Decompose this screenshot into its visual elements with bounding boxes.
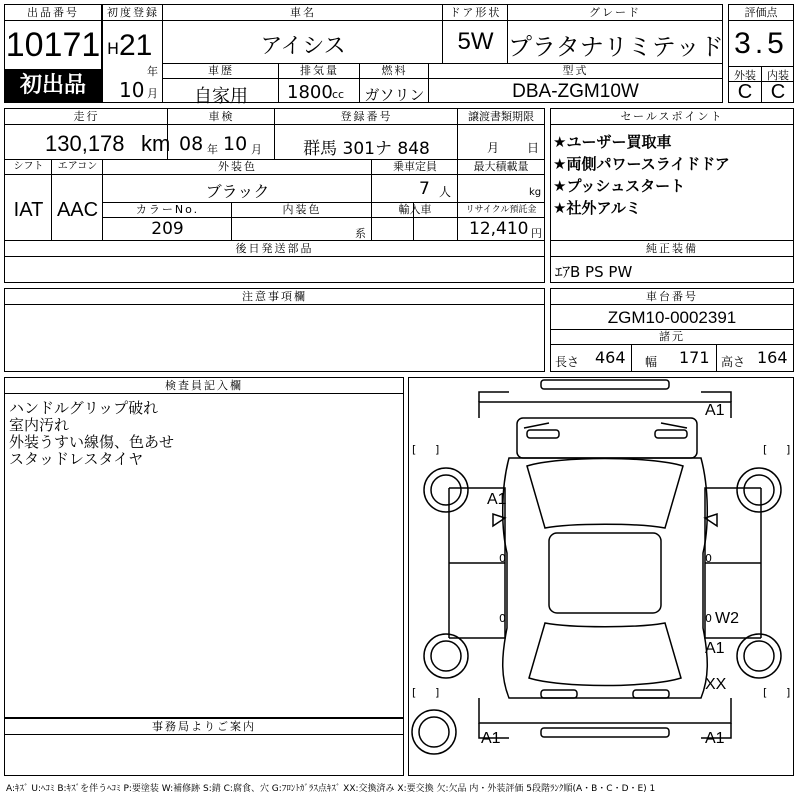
shift: IAT <box>13 199 44 221</box>
lot-number: 10171 <box>5 26 101 64</box>
chassis-label: 車台番号 <box>551 289 793 305</box>
svg-text:]: ] <box>786 686 791 699</box>
aircon: AAC <box>56 199 99 221</box>
inspection-label: 車検 <box>168 109 275 125</box>
car-name-label: 車名 <box>163 5 443 21</box>
color-no: 209 <box>151 219 184 239</box>
capacity-label: 乗車定員 <box>372 159 458 175</box>
transfer-month-unit: 月 <box>487 141 500 155</box>
recycle-label: リサイクル預託金 <box>458 202 544 218</box>
inspector-label: 検査員記入欄 <box>5 378 403 394</box>
ext-color-label: 外装色 <box>103 159 372 175</box>
max-load-label: 最大積載量 <box>458 159 544 175</box>
sales-points-label: セールスポイント <box>551 109 793 125</box>
office-section <box>4 718 404 776</box>
import-label: 輸入車 <box>372 202 458 218</box>
chassis-number: ZGM10-0002391 <box>607 308 737 327</box>
fuel-label: 燃料 <box>360 63 429 79</box>
int-color-label: 内装色 <box>232 202 372 218</box>
door-type: 5W <box>457 28 494 55</box>
lot-number-label: 出品番号 <box>5 5 101 21</box>
model: DBA-ZGM10W <box>512 81 639 102</box>
inspection-year: 08 <box>179 133 204 155</box>
svg-text:[: [ <box>763 686 768 699</box>
damage-mark: W2 <box>715 610 739 627</box>
svg-text:0: 0 <box>705 552 712 565</box>
history-label: 車歴 <box>163 63 279 79</box>
first-reg-month: 10 <box>119 78 145 102</box>
damage-diagram <box>408 377 794 776</box>
grade: プラタナリミテッド <box>508 33 724 61</box>
notes-section <box>4 288 545 372</box>
lot-number-section <box>4 4 102 103</box>
office-label: 事務局よりご案内 <box>5 719 403 735</box>
svg-text:0: 0 <box>499 612 506 625</box>
vehicle-header <box>102 4 724 107</box>
inspection-month-unit: 月 <box>251 143 262 156</box>
shift-label: シフト <box>5 159 52 175</box>
legend: A:ｷｽﾞ U:ﾍｺﾐ B:ｷｽﾞを伴うﾍｺﾐ P:要塗装 W:補修跡 S:錆 C:腐食、穴 G:ﾌﾛﾝﾄｶﾞﾗｽ点ｷｽﾞ XX:交換済み X:要交換 欠:欠品 内・外装評価 5段階ﾗﾝｸ順(A・B・C・D・E) 1 <box>6 784 656 794</box>
svg-text:]: ] <box>435 686 440 699</box>
capacity: 7 <box>419 179 430 199</box>
inspection-month: 10 <box>223 133 248 155</box>
height: 164 <box>757 348 788 367</box>
damage-mark: XX <box>705 676 727 693</box>
later-parts-section <box>4 240 545 283</box>
recycle-unit: 円 <box>531 227 542 240</box>
damage-mark: A1 <box>487 491 507 508</box>
ext-color: ブラック <box>205 182 270 201</box>
specs-label: 諸元 <box>551 329 793 345</box>
length: 464 <box>595 348 626 367</box>
aircon-label: エアコン <box>52 159 103 175</box>
first-listing-badge: 初出品 <box>5 69 101 102</box>
displacement-label: 排気量 <box>279 63 360 79</box>
mileage: 130,178 <box>45 131 125 156</box>
score: 3.5 <box>734 27 788 60</box>
car-name: アイシス <box>260 34 346 59</box>
width-label: 幅 <box>645 355 658 369</box>
svg-text:]: ] <box>786 443 791 456</box>
int-score-label: 内装 <box>767 69 789 82</box>
recycle: 12,410 <box>469 219 529 239</box>
int-score: C <box>770 81 786 103</box>
first-reg-label: 初度登録 <box>103 5 163 21</box>
mileage-label: 走行 <box>5 109 168 125</box>
model-label: 型式 <box>429 63 722 79</box>
equipment: ｴｱB PS PW <box>555 263 633 281</box>
equipment-section <box>550 240 794 283</box>
score-section <box>728 4 794 103</box>
first-reg-month-unit: 月 <box>147 87 158 100</box>
capacity-unit: 人 <box>439 185 452 199</box>
first-reg-year-unit: 年 <box>147 65 158 78</box>
svg-text:[: [ <box>763 443 768 456</box>
svg-text:0: 0 <box>705 612 712 625</box>
first-reg-era: H <box>107 39 120 58</box>
damage-mark: A1 <box>705 730 725 747</box>
transfer-day-unit: 日 <box>527 141 540 155</box>
width: 171 <box>679 348 710 367</box>
svg-text:]: ] <box>435 443 440 456</box>
length-label: 長さ <box>555 355 580 369</box>
height-label: 高さ <box>721 355 746 369</box>
sales-point: ★社外アルミ <box>553 199 641 217</box>
int-color-unit: 系 <box>355 227 366 240</box>
mileage-unit: km <box>141 131 171 156</box>
history: 自家用 <box>194 86 248 107</box>
first-reg-year: 21 <box>119 29 153 62</box>
registration: 群馬 301ナ 848 <box>303 139 430 159</box>
transfer-label: 譲渡書類期限 <box>458 109 544 125</box>
inspector-section <box>4 377 404 718</box>
later-parts-label: 後日発送部品 <box>5 241 544 257</box>
inspector-line: スタッドレスタイヤ <box>9 450 144 468</box>
max-load-unit: kg <box>529 187 542 198</box>
displacement: 1800 <box>287 82 333 103</box>
grade-label: グレード <box>508 5 722 21</box>
equipment-label: 純正装備 <box>551 241 793 257</box>
inspector-line: 室内汚れ <box>9 416 70 434</box>
ext-score: C <box>737 81 753 103</box>
registration-label: 登録番号 <box>275 109 458 125</box>
inspection-year-unit: 年 <box>207 143 218 156</box>
svg-text:[: [ <box>412 686 417 699</box>
notes-label: 注意事項欄 <box>5 289 544 305</box>
damage-mark: A1 <box>705 402 725 419</box>
sales-points-section <box>550 108 794 242</box>
svg-text:0: 0 <box>499 552 506 565</box>
damage-mark: A1 <box>481 730 501 747</box>
damage-mark: A1 <box>705 640 725 657</box>
score-label: 評価点 <box>729 5 793 21</box>
sales-point: ★ユーザー買取車 <box>553 133 672 151</box>
inspector-line: ハンドルグリップ破れ <box>9 399 159 417</box>
sales-point: ★プッシュスタート <box>553 177 686 195</box>
inspector-line: 外装うすい線傷、色あせ <box>9 433 175 451</box>
ext-score-label: 外装 <box>734 69 756 82</box>
car-outline <box>409 378 793 775</box>
svg-text:[: [ <box>412 443 417 456</box>
chassis-section <box>550 288 794 372</box>
displacement-unit: cc <box>332 88 345 101</box>
vehicle-details <box>4 108 545 242</box>
color-no-label: カラーNo. <box>103 202 232 218</box>
fuel: ガソリン <box>364 86 425 104</box>
sales-point: ★両側パワースライドドア <box>553 155 730 173</box>
door-label: ドア形状 <box>443 5 508 21</box>
